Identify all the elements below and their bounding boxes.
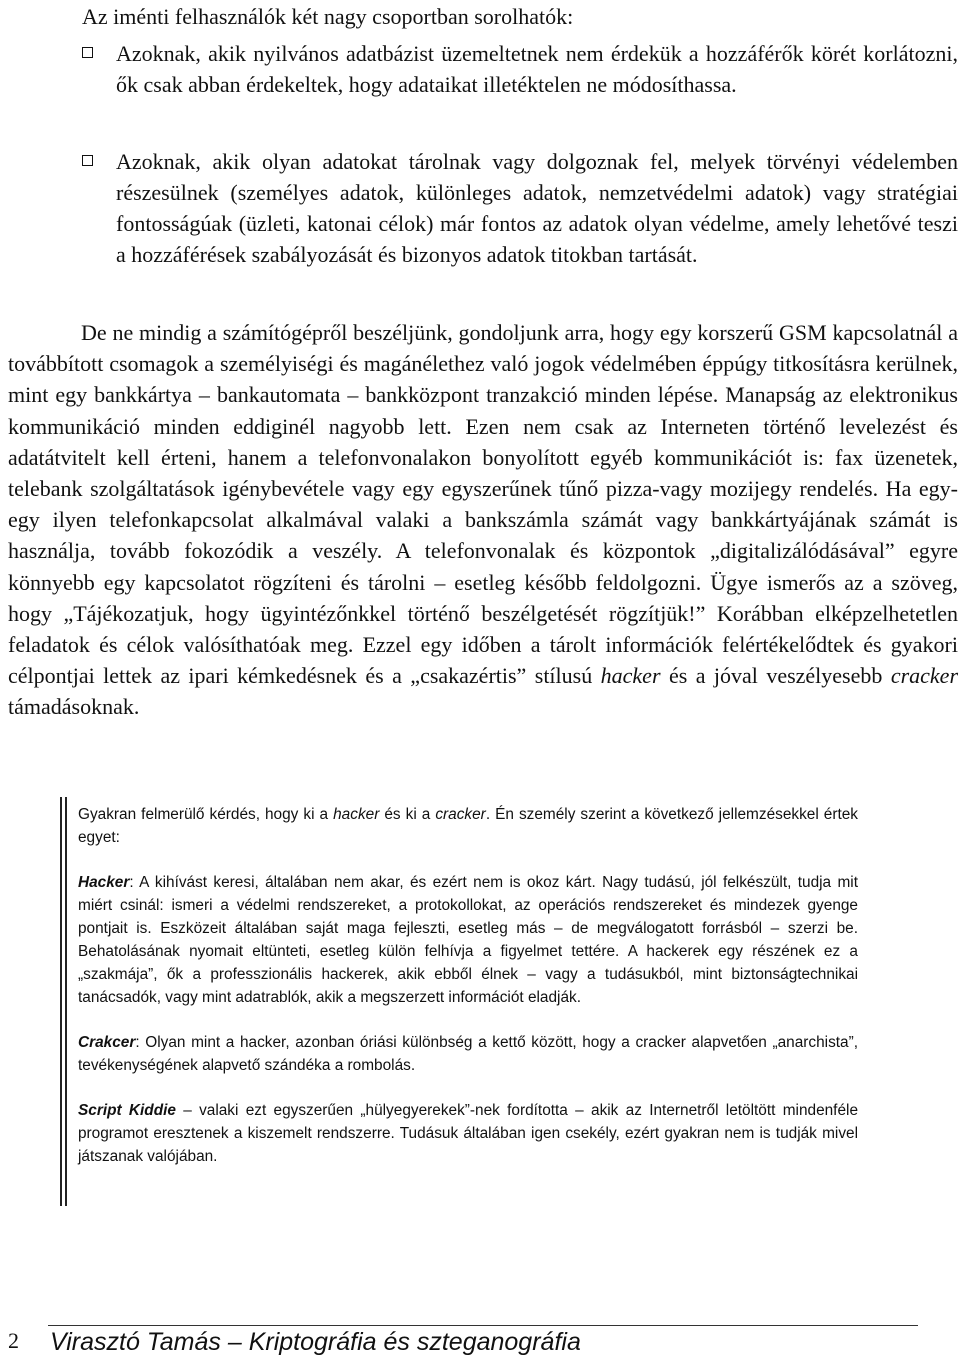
list-item-text: Azoknak, akik olyan adatokat tárolnak vagy dolgoznak fel, melyek törvényi védelemben részesülnek (személyes adatok, különleges adatok, nemzetvédelmi adatok) vagy stratégiai fontosságúak (üzleti, katonai célok) már fontos az adatok olyan védelme, amely lehetővé teszi a hozzáférések szabályozását és bizonyos adatok titokban tartását. [116, 149, 958, 267]
page-number: 2 [8, 1328, 19, 1353]
paragraph-text: támadásoknak. [8, 694, 140, 720]
cracker-definition: Crakcer: Olyan mint a hacker, azonban óriási különbség a kettő között, hogy a cracker alapvetően „anarchista”, tevékenységének alapvető szándéka a rombolás. [78, 1034, 858, 1074]
double-rule-left [60, 797, 62, 1206]
list-item [82, 146, 958, 270]
checkbox-bullet-icon [82, 155, 93, 166]
hacker-definition: Hacker: A kihívást keresi, általában nem akar, és ezért nem is okoz kárt. Nagy tudású, jól felkészült, tudja mit miért csinál: ismeri a védelmi rendszereket, a protokollokat, az operációs rendszereket és mindezek gyenge pontjait is. Eszközeit általában saját maga fejleszti, esetleg más – de megválogatott forrásból – szerzi be. Behatolásának nyomait eltünteti, esetleg külön felhívja a figyelmet tettére. A hackerek egy részének ez a „szakmája”, ők a professzionális hackerek, akik ebből élnek – vagy a tudásukból, mint biztonságtechnikai tanácsadók, vagy mint adatrablók, akik a megszerzett információt eladják. [78, 874, 858, 1006]
checkbox-bullet-icon [82, 47, 93, 58]
paragraph-text: De ne mindig a számítógépről beszéljünk, gondoljunk arra, hogy egy korszerű GSM kapcsolatnál a továbbított csomagok a személyiségi és magánélethez való jogok védelmében éppúgy titkosításra kerülnek, mint egy bankkártya – bankautomata – bankközpont tranzakció minden lépése. Manapság az elektronikus kommunikáció minden eddiginél nagyobb lett. Ezen nem csak az Interneten történő levelezést és adatátvitelt kell érteni, hanem a telefonvonalakon bonyolított egyéb kommunikációt is: fax üzenetek, telebank szolgáltatások igénybevétele vagy egy egyszerűnek tűnő pizza-vagy mozijegy rendelés. Ha egy-egy ilyen telefonkapcsolat alkalmával valaki a bankszámla számát vagy bankkártyájának számát is használja, tovább fokozódik a veszély. A telefonvonalak és központok „digitalizálódásával” egyre könnyebb egy kapcsolatot rögzíteni és tárolni – esetleg később feldolgozni. Ügye ismerős az a szöveg, hogy „Tájékozatjuk, hogy ügyintézőnkkel történő beszélgetését rögzítjük!” Korábban elképzelhetetlen feladatok és célok valósíthatóak meg. Ezzel egy időben a tárolt információk felértékelődtek és gyakori célpontjai lettek az ipari kémkedésnek és a „csakazértis” stílusú [8, 320, 958, 689]
paragraph-text: és a jóval veszélyesebb [660, 663, 891, 689]
sidebar-note [60, 797, 956, 1206]
footer-rule [48, 1325, 918, 1326]
double-rule-right [65, 797, 67, 1206]
footer-title: Virasztó Tamás – Kriptográfia és szteganográfia [50, 1328, 581, 1356]
page-footer [0, 1318, 960, 1366]
definition-term: Hacker [78, 874, 130, 891]
hacker-term: hacker [600, 663, 661, 689]
intro-sentence: Az iménti felhasználók két nagy csoportban sorolhatók: [82, 4, 574, 29]
cracker-term: cracker [890, 663, 959, 689]
list-item [82, 38, 958, 100]
list-item-text: Azoknak, akik nyilvános adatbázist üzemeltetnek nem érdekük a hozzáférők körét korlátozni, ők csak abban érdekeltek, hogy adataikat illetéktelen ne módosíthassa. [116, 41, 958, 97]
definition-term: Crakcer [78, 1034, 136, 1051]
definition-term: Script Kiddie [78, 1102, 176, 1119]
script-kiddie-definition: Script Kiddie – valaki ezt egyszerűen „hülyegyerekek”-nek fordította – akik az Internetről letöltött mindenféle programot eresztenek a kiszemelt rendszerre. Tudásuk általában igen csekély, ezért gyakran nem is tudják mivel játszanak valójában. [78, 1102, 858, 1165]
main-paragraph [8, 317, 958, 723]
note-intro: Gyakran felmerülő kérdés, hogy ki a hacker és ki a cracker. Én személy szerint a következő jellemzésekkel értek egyet: [78, 806, 858, 846]
